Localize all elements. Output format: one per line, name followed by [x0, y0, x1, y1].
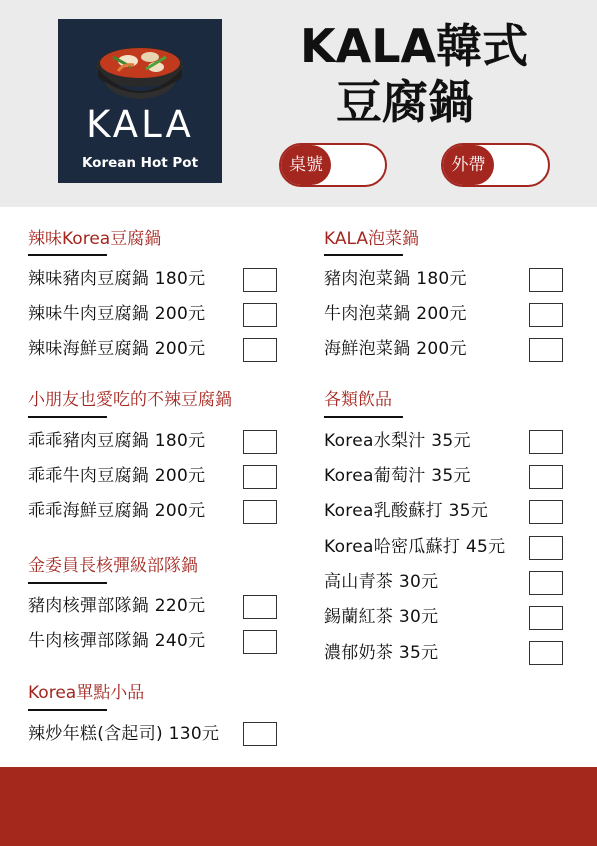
takeout-label: 外帶	[443, 145, 494, 185]
item-checkbox[interactable]	[243, 430, 277, 454]
section-divider	[324, 416, 403, 418]
takeout-field[interactable]	[441, 143, 550, 187]
item-checkbox[interactable]	[529, 571, 563, 595]
item-checkbox[interactable]	[243, 268, 277, 292]
section-divider	[28, 416, 107, 418]
menu-item: 錫蘭紅茶 30元	[324, 607, 439, 627]
item-checkbox[interactable]	[529, 430, 563, 454]
item-checkbox[interactable]	[529, 500, 563, 524]
menu-item: Korea水梨汁 35元	[324, 431, 471, 451]
menu-item: 辣味海鮮豆腐鍋 200元	[28, 339, 206, 359]
menu-item: 濃郁奶茶 35元	[324, 643, 439, 663]
menu-item: 牛肉泡菜鍋 200元	[324, 304, 467, 324]
section-title-army-stew: 金委員長核彈級部隊鍋	[28, 556, 198, 576]
menu-item: Korea乳酸蘇打 35元	[324, 501, 489, 521]
menu-item: 辣味豬肉豆腐鍋 180元	[28, 269, 206, 289]
section-title-kimchi-stew: KALA泡菜鍋	[324, 229, 419, 249]
menu-item: 牛肉核彈部隊鍋 240元	[28, 631, 206, 651]
item-checkbox[interactable]	[243, 595, 277, 619]
menu-title-line2: 豆腐鍋	[336, 75, 474, 129]
table-number-field[interactable]	[279, 143, 387, 187]
item-checkbox[interactable]	[243, 722, 277, 746]
item-checkbox[interactable]	[243, 630, 277, 654]
section-title-snacks: Korea單點小品	[28, 683, 145, 703]
item-checkbox[interactable]	[243, 338, 277, 362]
item-checkbox[interactable]	[243, 500, 277, 524]
menu-item: 豬肉核彈部隊鍋 220元	[28, 596, 206, 616]
item-checkbox[interactable]	[529, 268, 563, 292]
menu-item: 辣味牛肉豆腐鍋 200元	[28, 304, 206, 324]
menu-item: 豬肉泡菜鍋 180元	[324, 269, 467, 289]
logo	[58, 19, 222, 183]
item-checkbox[interactable]	[529, 641, 563, 665]
logo-name: KALA	[86, 103, 194, 146]
footer-band	[0, 767, 597, 846]
section-divider	[28, 709, 107, 711]
item-checkbox[interactable]	[529, 303, 563, 327]
item-checkbox[interactable]	[529, 338, 563, 362]
menu-item: 海鮮泡菜鍋 200元	[324, 339, 467, 359]
section-title-spicy-tofu: 辣味Korea豆腐鍋	[28, 229, 162, 249]
menu-item: Korea哈密瓜蘇打 45元	[324, 537, 506, 557]
item-checkbox[interactable]	[243, 303, 277, 327]
section-title-kids-tofu: 小朋友也愛吃的不辣豆腐鍋	[28, 390, 232, 410]
menu-item: 辣炒年糕(含起司) 130元	[28, 724, 220, 744]
item-checkbox[interactable]	[529, 606, 563, 630]
menu-item: 乖乖海鮮豆腐鍋 200元	[28, 501, 206, 521]
section-divider	[28, 582, 107, 584]
item-checkbox[interactable]	[529, 536, 563, 560]
menu-item: 乖乖牛肉豆腐鍋 200元	[28, 466, 206, 486]
menu-title-line1: KALA韓式	[300, 19, 529, 73]
section-divider	[28, 254, 107, 256]
item-checkbox[interactable]	[243, 465, 277, 489]
section-title-drinks: 各類飲品	[324, 390, 392, 410]
menu-item: 乖乖豬肉豆腐鍋 180元	[28, 431, 206, 451]
logo-subtitle: Korean Hot Pot	[81, 155, 199, 171]
table-number-label: 桌號	[281, 145, 331, 185]
menu-header	[0, 0, 597, 207]
menu-item: Korea葡萄汁 35元	[324, 466, 471, 486]
item-checkbox[interactable]	[529, 465, 563, 489]
section-divider	[324, 254, 403, 256]
menu-item: 高山青茶 30元	[324, 572, 439, 592]
